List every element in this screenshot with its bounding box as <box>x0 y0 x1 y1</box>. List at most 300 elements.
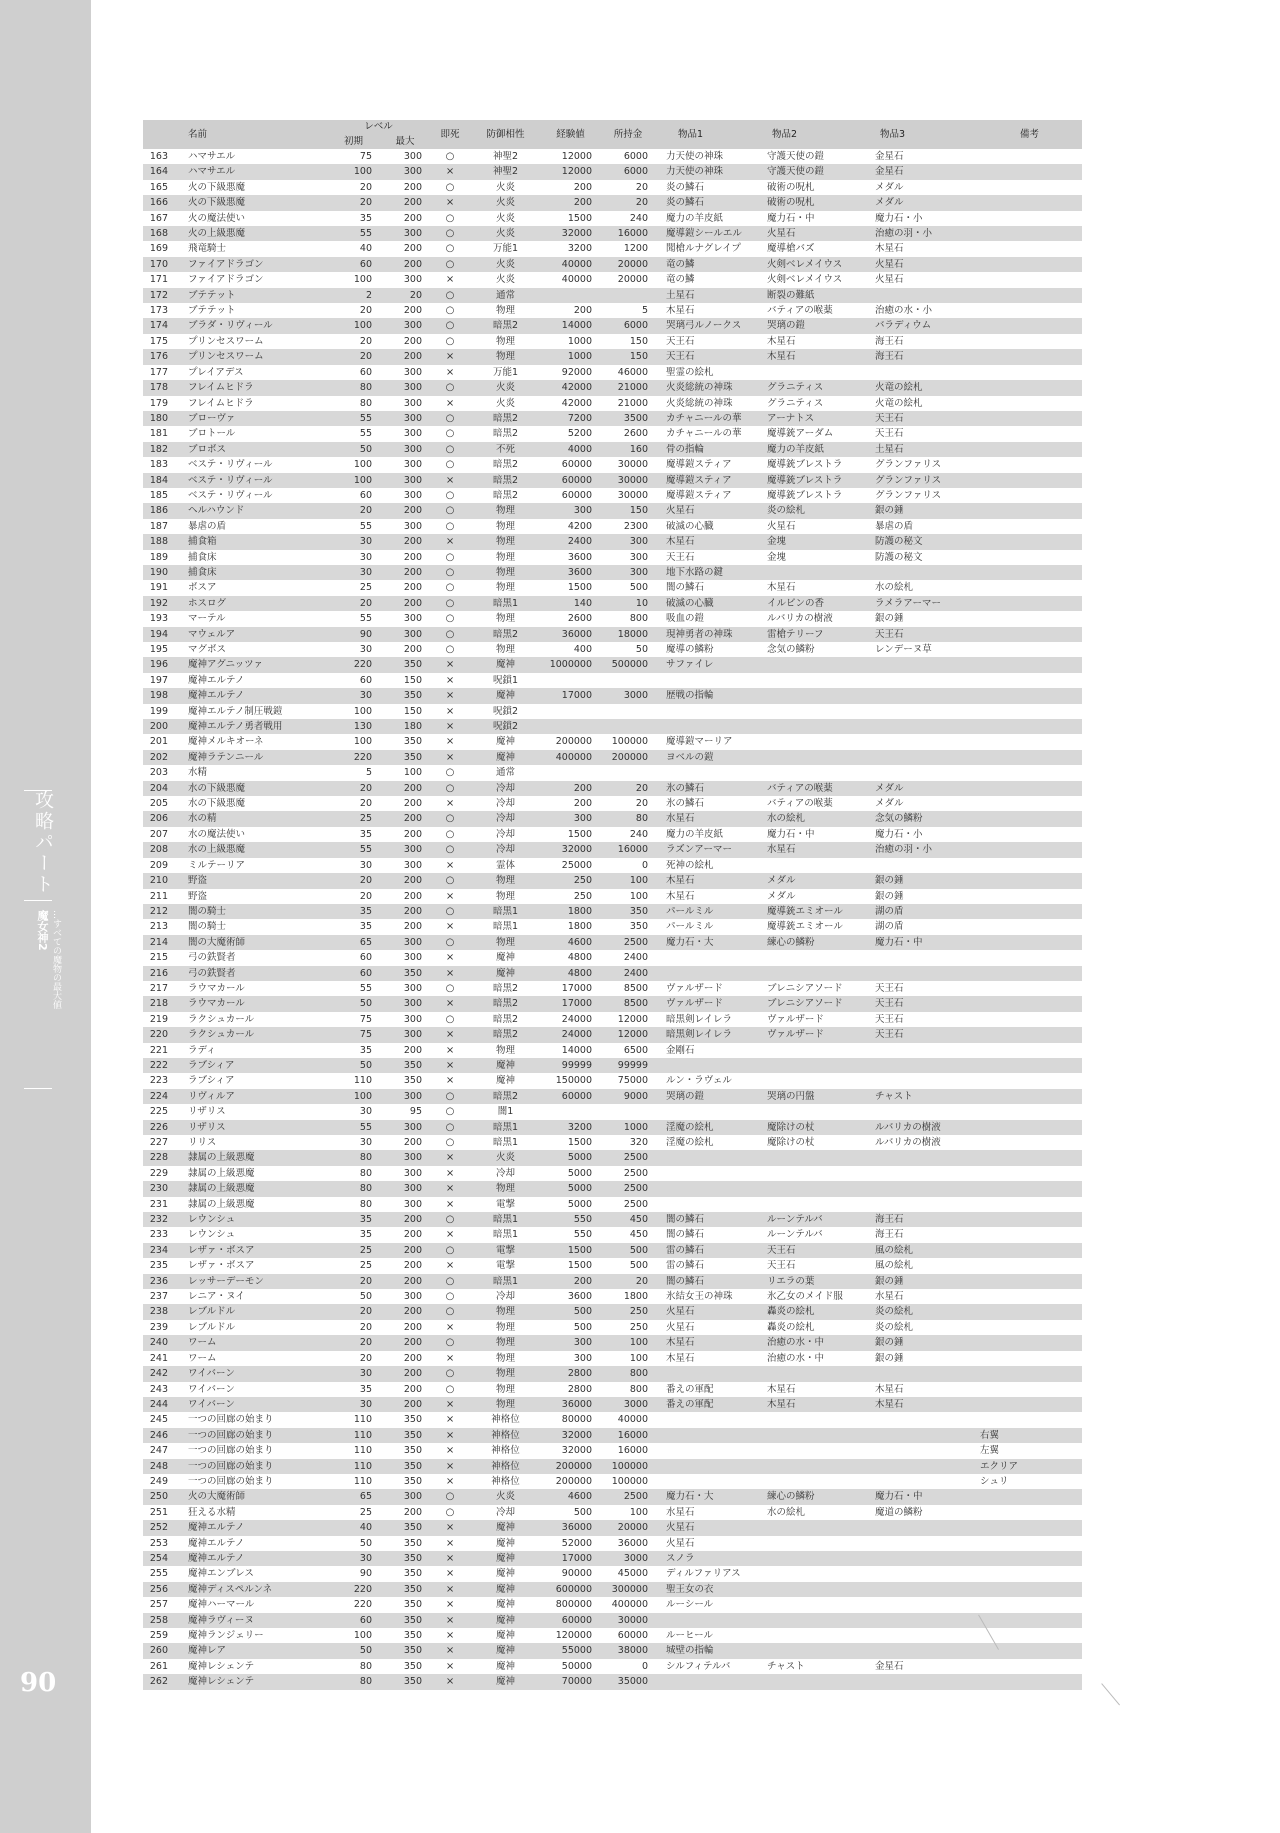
item3: 金星石 <box>875 166 904 178</box>
item1: 炎の鱗石 <box>666 181 705 193</box>
item2: 木星石 <box>767 351 796 363</box>
note <box>977 1412 1082 1427</box>
item1 <box>656 1181 764 1196</box>
max-level: 150 <box>403 705 423 717</box>
max-level: 300 <box>403 936 423 948</box>
row-number: 240 <box>149 1337 168 1349</box>
table-row <box>143 241 1082 256</box>
gold-value: 100000 <box>611 1460 649 1472</box>
defense-affinity: 魔神 <box>496 1568 516 1580</box>
initial-level: 100 <box>353 736 372 748</box>
table-row <box>143 550 1082 565</box>
item2: 魔導銃エミオール <box>767 921 843 933</box>
initial-level: 20 <box>359 305 372 317</box>
monster-name: 野盗 <box>188 875 208 887</box>
header-defense-affinity: 防御相性 <box>486 128 525 140</box>
monster-name: 火の大魔術師 <box>188 1491 246 1503</box>
initial-level: 110 <box>353 1445 372 1457</box>
table-row <box>143 1397 1082 1412</box>
gold-value <box>600 1104 656 1119</box>
gold-value: 30000 <box>617 1614 649 1626</box>
initial-level: 35 <box>359 905 372 917</box>
instant-death-mark: ○ <box>445 243 455 255</box>
max-level: 350 <box>403 1568 423 1580</box>
instant-death-mark: × <box>445 1429 455 1441</box>
row-number: 237 <box>149 1291 168 1303</box>
gold-value: 2400 <box>623 952 649 964</box>
max-level: 200 <box>403 536 423 548</box>
note <box>977 303 1082 318</box>
defense-affinity: 魔神 <box>496 1599 516 1611</box>
initial-level: 100 <box>353 1630 372 1641</box>
row-number: 213 <box>149 921 168 933</box>
max-level: 180 <box>403 721 423 733</box>
instant-death-mark: × <box>445 967 455 979</box>
note <box>977 1197 1082 1212</box>
note <box>977 1536 1082 1551</box>
exp-value: 300 <box>573 813 593 825</box>
defense-affinity: 冷却 <box>496 782 516 794</box>
exp-value: 1000000 <box>549 659 593 671</box>
instant-death-mark: × <box>445 921 455 933</box>
exp-value: 42000 <box>561 397 593 409</box>
item1: カチャニールの華 <box>666 428 742 440</box>
item3: 天王石 <box>875 982 904 994</box>
defense-affinity: 冷却 <box>496 813 516 825</box>
instant-death-mark: × <box>445 1167 455 1179</box>
monster-name: 水の下級悪魔 <box>188 798 246 810</box>
note <box>977 349 1082 364</box>
gold-value: 3500 <box>623 412 649 424</box>
instant-death-mark: × <box>445 1475 455 1487</box>
initial-level: 20 <box>359 181 372 193</box>
row-number: 182 <box>149 443 168 455</box>
defense-affinity: 電撃 <box>496 1260 516 1272</box>
instant-death-mark: ○ <box>445 644 455 655</box>
item1: 火星石 <box>666 1537 695 1549</box>
exp-value: 4600 <box>567 1491 593 1503</box>
table-row <box>143 704 1082 719</box>
item1: ルーヒール <box>666 1630 713 1641</box>
table-row <box>143 981 1082 996</box>
exp-value: 55000 <box>561 1645 593 1657</box>
initial-level: 80 <box>359 1183 372 1195</box>
initial-level: 75 <box>359 151 372 162</box>
max-level: 300 <box>403 520 423 532</box>
defense-affinity: 魔神 <box>496 1522 516 1534</box>
item3: 海王石 <box>875 1214 904 1226</box>
exp-value: 200 <box>573 1275 593 1287</box>
monster-name: 水精 <box>188 767 208 779</box>
defense-affinity: 神格位 <box>491 1475 520 1487</box>
max-level: 200 <box>403 921 423 933</box>
table-row <box>143 858 1082 873</box>
item3: メダル <box>875 798 904 810</box>
instant-death-mark: ○ <box>445 551 455 563</box>
note: エクリア <box>980 1460 1019 1472</box>
defense-affinity: 物理 <box>496 551 516 563</box>
item3: 火星石 <box>875 258 904 270</box>
item3 <box>872 1043 977 1058</box>
monster-name: 魔神レア <box>188 1645 227 1657</box>
max-level: 350 <box>403 1660 423 1672</box>
item1: ルーシール <box>666 1599 714 1611</box>
exp-value: 250 <box>573 890 593 902</box>
row-number: 188 <box>149 536 168 548</box>
instant-death-mark: ○ <box>445 320 455 332</box>
item1: カチャニールの華 <box>666 412 742 424</box>
defense-affinity: 物理 <box>496 1321 516 1333</box>
defense-affinity: 魔神 <box>496 1059 516 1071</box>
initial-level: 60 <box>359 366 372 378</box>
item1: 火炎総統の神珠 <box>666 397 733 409</box>
note <box>977 827 1082 842</box>
gold-value: 350 <box>629 905 649 917</box>
monster-name: リヴィルア <box>188 1090 235 1102</box>
note <box>977 1166 1082 1181</box>
max-level: 200 <box>403 351 423 363</box>
table-row <box>143 411 1082 426</box>
max-level: 200 <box>403 197 423 209</box>
monster-name: 魔神エルテノ制圧戦鎧 <box>188 705 283 717</box>
row-number: 260 <box>149 1645 168 1657</box>
max-level: 200 <box>403 1398 423 1410</box>
max-level: 200 <box>403 305 423 317</box>
monster-name: ラブシィア <box>188 1075 235 1087</box>
item2: 魔力の羊皮紙 <box>767 443 825 455</box>
gold-value: 3000 <box>623 1398 649 1410</box>
item3 <box>872 1150 977 1165</box>
gold-value: 20 <box>635 181 649 193</box>
instant-death-mark: ○ <box>445 289 455 301</box>
row-number: 186 <box>149 505 168 517</box>
item3 <box>872 1643 977 1658</box>
gold-value: 300 <box>629 566 649 578</box>
note <box>977 889 1082 904</box>
defense-affinity: 魔神 <box>496 1552 516 1564</box>
item3: 水星石 <box>875 1291 904 1303</box>
defense-affinity: 魔神 <box>496 1645 516 1657</box>
item3: 海王石 <box>875 335 904 347</box>
defense-affinity: 火炎 <box>496 181 516 193</box>
table-row <box>143 1212 1082 1227</box>
row-number: 226 <box>149 1121 168 1133</box>
gold-value: 10 <box>635 597 649 609</box>
instant-death-mark: × <box>445 397 455 409</box>
exp-value: 17000 <box>561 690 593 702</box>
defense-affinity: 神格位 <box>491 1414 520 1426</box>
item1: 金剛石 <box>666 1044 695 1056</box>
table-row <box>143 349 1082 364</box>
exp-value: 500 <box>573 1306 593 1318</box>
gold-value: 400000 <box>611 1599 649 1611</box>
instant-death-mark: × <box>445 1198 455 1210</box>
row-number: 208 <box>149 844 168 856</box>
item1: 聖王女の衣 <box>666 1583 714 1595</box>
item3: 銀の錘 <box>875 613 904 625</box>
item3 <box>872 719 977 734</box>
defense-affinity: 神格位 <box>491 1445 520 1457</box>
table-row <box>143 1582 1082 1597</box>
instant-death-mark: × <box>445 890 455 902</box>
exp-value: 200000 <box>555 1475 593 1487</box>
row-number: 173 <box>149 305 168 317</box>
monster-name: レブルドル <box>188 1321 236 1333</box>
exp-value: 400 <box>573 644 593 655</box>
instant-death-mark: ○ <box>445 151 455 162</box>
instant-death-mark: × <box>445 1152 455 1164</box>
note <box>977 1120 1082 1135</box>
exp-value: 1500 <box>567 1244 593 1256</box>
item3: 治癒の羽・小 <box>875 228 933 240</box>
monster-name: 飛竜騎士 <box>188 243 227 255</box>
row-number: 261 <box>149 1660 168 1672</box>
item2 <box>764 673 872 688</box>
item1: パールミル <box>666 921 714 933</box>
initial-level: 25 <box>359 582 372 594</box>
exp-value: 2800 <box>567 1368 593 1380</box>
item3: 木星石 <box>875 1383 904 1395</box>
max-level: 200 <box>403 243 423 255</box>
monster-name: 野盗 <box>188 890 208 902</box>
defense-affinity: 闇1 <box>497 1106 514 1118</box>
item2 <box>764 1459 872 1474</box>
max-level: 350 <box>403 1645 423 1657</box>
note <box>977 811 1082 826</box>
initial-level: 40 <box>359 1522 372 1534</box>
monster-name: 闇の騎士 <box>188 921 227 933</box>
note <box>977 1659 1082 1674</box>
initial-level: 220 <box>353 1583 372 1595</box>
table-header <box>143 120 1082 149</box>
row-number: 223 <box>149 1075 168 1087</box>
table-row <box>143 873 1082 888</box>
monster-name: ワイバーン <box>188 1398 235 1410</box>
instant-death-mark: ○ <box>445 782 455 794</box>
max-level: 350 <box>403 1475 423 1487</box>
note <box>977 919 1082 934</box>
row-number: 168 <box>149 228 168 240</box>
note <box>977 966 1082 981</box>
row-number: 217 <box>149 982 168 994</box>
instant-death-mark: ○ <box>445 844 455 856</box>
instant-death-mark: × <box>445 1260 455 1272</box>
table-row <box>143 642 1082 657</box>
row-number: 211 <box>149 890 168 902</box>
instant-death-mark: ○ <box>445 1291 455 1303</box>
exp-value: 200 <box>573 782 593 794</box>
item3 <box>872 1073 977 1088</box>
note <box>977 1012 1082 1027</box>
table-row <box>143 1613 1082 1628</box>
item3: 土星石 <box>875 443 904 455</box>
item1: 火炎総統の神珠 <box>666 382 733 394</box>
row-number: 198 <box>149 690 168 702</box>
monster-name: 闇の騎士 <box>188 905 227 917</box>
instant-death-mark: × <box>445 1352 455 1364</box>
monster-name: 暴虐の盾 <box>188 520 227 532</box>
monster-name: ワイバーン <box>188 1368 235 1380</box>
gold-value: 800 <box>629 1368 649 1380</box>
item2: ルーンテルバ <box>767 1214 823 1226</box>
gold-value: 240 <box>629 828 649 840</box>
exp-value: 99999 <box>561 1059 593 1071</box>
item3 <box>872 1443 977 1458</box>
note <box>977 1073 1082 1088</box>
defense-affinity: 物理 <box>496 351 516 363</box>
item3: グランファリス <box>875 474 942 486</box>
defense-affinity: 冷却 <box>496 1167 516 1179</box>
defense-affinity: 暗黒2 <box>492 320 519 332</box>
gold-value: 2500 <box>623 1152 649 1164</box>
item1: 雷の鱗石 <box>666 1244 705 1256</box>
instant-death-mark: ○ <box>445 1090 455 1102</box>
max-level: 350 <box>403 1599 423 1611</box>
item2 <box>764 1043 872 1058</box>
row-number: 228 <box>149 1152 168 1164</box>
item2: 魔導槍バズ <box>767 243 815 255</box>
item2: 木星石 <box>767 1383 796 1395</box>
row-number: 230 <box>149 1183 168 1195</box>
row-number: 250 <box>149 1491 168 1503</box>
item1 <box>656 765 764 780</box>
initial-level: 40 <box>359 243 372 255</box>
instant-death-mark: ○ <box>445 628 455 640</box>
gold-value: 450 <box>629 1229 649 1241</box>
monster-name: ファイアドラゴン <box>188 258 264 270</box>
note <box>977 611 1082 626</box>
instant-death-mark: × <box>445 1183 455 1195</box>
exp-value: 3600 <box>567 566 593 578</box>
table-row <box>143 966 1082 981</box>
page-number: 90 <box>20 1668 57 1698</box>
item3: 魔力石・小 <box>875 212 923 224</box>
row-number: 177 <box>149 366 168 378</box>
item1: 力天使の神珠 <box>666 151 724 162</box>
max-level: 300 <box>403 982 423 994</box>
instant-death-mark: ○ <box>445 428 455 440</box>
gold-value: 500 <box>629 1260 649 1272</box>
item2: 治癒の水・中 <box>767 1337 825 1349</box>
note <box>977 380 1082 395</box>
row-number: 207 <box>149 828 168 840</box>
item1: 骨の指輪 <box>666 443 705 455</box>
row-number: 169 <box>149 243 168 255</box>
max-level: 350 <box>403 1583 423 1595</box>
item1: 水星石 <box>666 1506 695 1518</box>
item2 <box>764 734 872 749</box>
item1: 氷の鱗石 <box>666 798 705 810</box>
row-number: 234 <box>149 1244 168 1256</box>
exp-value: 36000 <box>561 1398 593 1410</box>
initial-level: 25 <box>359 813 372 825</box>
defense-affinity: 神格位 <box>491 1460 520 1472</box>
item1: ヴァルザード <box>666 982 723 994</box>
note <box>977 1150 1082 1165</box>
note <box>977 657 1082 672</box>
initial-level: 35 <box>359 1383 372 1395</box>
item1: 水星石 <box>666 813 695 825</box>
gold-value: 20 <box>635 798 649 810</box>
table-row <box>143 1459 1082 1474</box>
monster-table-container <box>143 120 1082 1690</box>
initial-level: 55 <box>359 982 372 994</box>
item2: 断裂の難紙 <box>767 289 815 301</box>
defense-affinity: 通常 <box>496 767 516 779</box>
instant-death-mark: × <box>445 690 455 702</box>
defense-affinity: 火炎 <box>496 228 516 240</box>
item3 <box>872 950 977 965</box>
instant-death-mark: ○ <box>445 212 455 224</box>
instant-death-mark: ○ <box>445 936 455 948</box>
note <box>977 719 1082 734</box>
note <box>977 950 1082 965</box>
table-row <box>143 565 1082 580</box>
gold-value: 300 <box>629 551 649 563</box>
note <box>977 1274 1082 1289</box>
defense-affinity: 暗黒2 <box>492 459 519 471</box>
instant-death-mark: ○ <box>445 1383 455 1395</box>
item3 <box>872 1474 977 1489</box>
row-number: 205 <box>149 798 168 810</box>
item3: 風の絵札 <box>875 1244 914 1256</box>
item2 <box>764 365 872 380</box>
instant-death-mark: × <box>445 798 455 810</box>
item2 <box>764 1674 872 1689</box>
monster-name: ハマサエル <box>188 166 236 178</box>
note <box>977 1135 1082 1150</box>
item2 <box>764 750 872 765</box>
note <box>977 1397 1082 1412</box>
item3 <box>872 1613 977 1628</box>
monster-name: マグボス <box>188 644 227 655</box>
note <box>977 858 1082 873</box>
initial-level: 35 <box>359 1044 372 1056</box>
item3 <box>872 750 977 765</box>
defense-affinity: 魔神 <box>496 690 516 702</box>
initial-level: 2 <box>365 289 372 301</box>
item2: チャスト <box>767 1660 805 1672</box>
instant-death-mark: × <box>445 274 455 286</box>
item3 <box>872 704 977 719</box>
gold-value: 500 <box>629 582 649 594</box>
item3: ルバリカの樹液 <box>875 1137 941 1148</box>
chapter-subtitle: …すべての魔物の最大値 <box>51 910 61 1009</box>
table-row <box>143 442 1082 457</box>
instant-death-mark: ○ <box>445 412 455 424</box>
exp-value: 1500 <box>567 1260 593 1272</box>
max-level: 200 <box>403 1229 423 1241</box>
row-number: 251 <box>149 1506 168 1518</box>
item1 <box>656 1150 764 1165</box>
item2 <box>764 1412 872 1427</box>
max-level: 350 <box>403 736 423 748</box>
max-level: 300 <box>403 412 423 424</box>
item1: パールミル <box>666 905 714 917</box>
exp-value: 24000 <box>561 1029 593 1041</box>
initial-level: 55 <box>359 613 372 625</box>
item1: 破滅の心臓 <box>666 520 714 532</box>
gold-value: 2500 <box>623 936 649 948</box>
item3 <box>872 1551 977 1566</box>
instant-death-mark: × <box>445 1445 455 1457</box>
max-level: 300 <box>403 166 423 178</box>
exp-value: 2800 <box>567 1383 593 1395</box>
gold-value: 99999 <box>617 1059 649 1071</box>
exp-value: 200 <box>573 181 593 193</box>
initial-level: 60 <box>359 674 372 686</box>
note <box>977 550 1082 565</box>
